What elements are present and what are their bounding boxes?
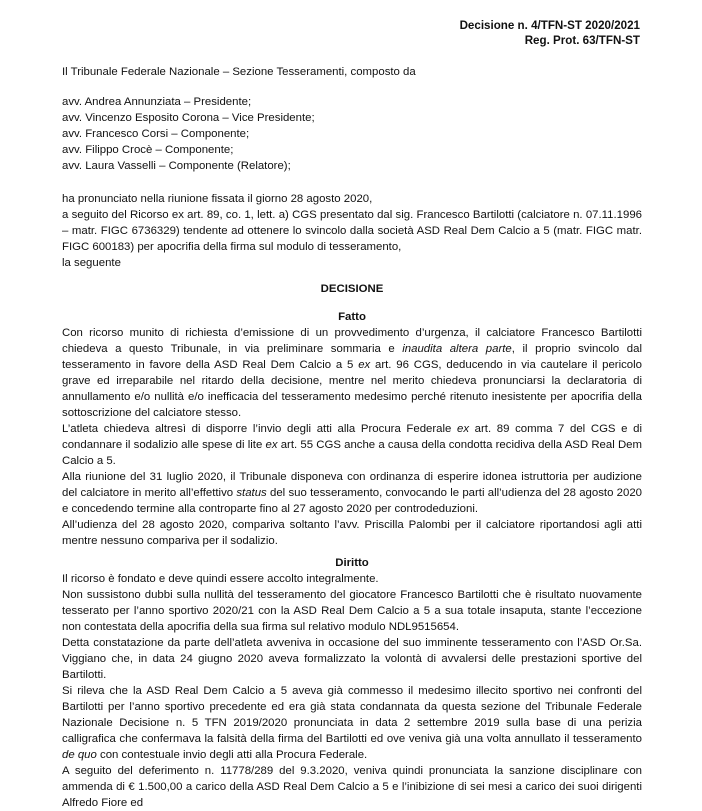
diritto-paragraph: Non sussistono dubbi sulla nullità del tesseramento del giocatore Francesco Bartilotti che è risultato nuovamente tesserato per l’anno sportivo 2020/21 con la ASD Real Dem Calcio a 5 a sua totale insaputa, stante l’eccezione non contestata della apocrifia della sua firma sul relativo modulo NDL9515654. [62, 589, 642, 633]
diritto-paragraph: Si rileva che la ASD Real Dem Calcio a 5 aveva già commesso il medesimo illecito sportivo nei confronti del Bartilotti per l’anno sportivo precedente ed era già stata condannata da questa sezione del Tribunale Federale Nazionale Decisione n. 5 TFN 2019/2020 pronunciata in data 2 settembre 2019 sulla base di una perizia calligrafica che confermava la falsità della firma del Bartilotti ed ove veniva già una volta annullato il tesseramento de quo con contestuale invio degli atti alla Procura Federale. [62, 685, 642, 761]
member-item: avv. Andrea Annunziata – Presidente; [62, 96, 252, 108]
fatto-paragraph: L’atleta chiedeva altresì di disporre l’invio degli atti alla Procura Federale ex art. 89 comma 7 del CGS e di condannare il sodalizio alle spese di lite ex art. 55 CGS anche a causa della condotta recidiva della ASD Real Dem Calcio a 5. [62, 423, 642, 467]
pronouncement [62, 191, 642, 271]
intro-line: Il Tribunale Federale Nazionale – Sezione Tesseramenti, composto da [62, 66, 416, 78]
protocol-number: Reg. Prot. 63/TFN-ST [524, 34, 640, 47]
document-body [62, 64, 642, 811]
fatto-paragraph: Alla riunione del 31 luglio 2020, il Tribunale disponeva con ordinanza di esperire idonea istruttoria per audizione del calciatore in merito all’effettivo status del suo tesseramento, convocando le parti all’udienza del 28 agosto 2020 e concedendo termine alla controparte fino al 27 agosto 2020 per controdeduzioni. [62, 471, 642, 515]
fatto-paragraph: All’udienza del 28 agosto 2020, compariva soltanto l’avv. Priscilla Palombi per il calciatore riportandosi agli atti mentre nessuno compariva per il sodalizio. [62, 519, 642, 547]
diritto-paragraph: Il ricorso è fondato e deve quindi essere accolto integralmente. [62, 573, 379, 585]
document-header [460, 18, 640, 48]
diritto-paragraph: Detta constatazione da parte dell’atleta avveniva in occasione del suo imminente tesseramento con l’ASD Or.Sa. Viggiano che, in data 24 giugno 2020 aveva formalizzato la volontà di avvalersi delle prestazioni sportive del Bartilotti. [62, 637, 642, 681]
section-title-fatto: Fatto [338, 311, 366, 323]
pronounce-line: a seguito del Ricorso ex art. 89, co. 1, lett. a) CGS presentato dal sig. Francesco Bartilotti (calciatore n. 07.11.1996 – matr. FIGC 6736329) tendente ad ottenere lo svincolo dalla società ASD Real Dem Calcio a 5 (matr. FIGC matr. FIGC 600183) per apocrifia della firma sul modulo di tesseramento, [62, 209, 642, 253]
diritto-paragraph: A seguito del deferimento n. 11778/289 del 9.3.2020, veniva quindi pronunciata la sanzione disciplinare con ammenda di € 1.500,00 a carico della ASD Real Dem Calcio a 5 e l’inibizione di sei mesi a carico dei suoi dirigenti Alfredo Fiore ed [62, 765, 642, 809]
pronounce-line: ha pronunciato nella riunione fissata il giorno 28 agosto 2020, [62, 193, 373, 205]
tribunal-members [62, 94, 642, 174]
member-item: avv. Laura Vasselli – Componente (Relatore); [62, 160, 291, 172]
section-title-diritto: Diritto [335, 557, 369, 569]
member-item: avv. Filippo Crocè – Componente; [62, 144, 234, 156]
fatto-paragraph: Con ricorso munito di richiesta d’emissione di un provvedimento d’urgenza, il calciatore Francesco Bartilotti chiedeva a questo Tribunale, in via preliminare sommaria e inaudita altera parte, il proprio svincolo dal tesseramento in favore della ASD Real Dem Calcio a 5 ex art. 96 CGS, deducendo in via cautelare il pericolo grave ed irreparabile nel ritardo della decisione, mentre nel merito chiedeva pronunciarsi la declaratoria di annullamento e/o nullità e/o inefficacia del tesseramento medesimo perché ritenuto inesistente per apocrifia della sottoscrizione del calciatore stesso. [62, 327, 642, 419]
section-title-decisione: DECISIONE [320, 283, 384, 295]
decision-number: Decisione n. 4/TFN-ST 2020/2021 [459, 19, 640, 32]
pronounce-line: la seguente [62, 257, 121, 269]
member-item: avv. Francesco Corsi – Componente; [62, 128, 250, 140]
member-item: avv. Vincenzo Esposito Corona – Vice Presidente; [62, 112, 315, 124]
